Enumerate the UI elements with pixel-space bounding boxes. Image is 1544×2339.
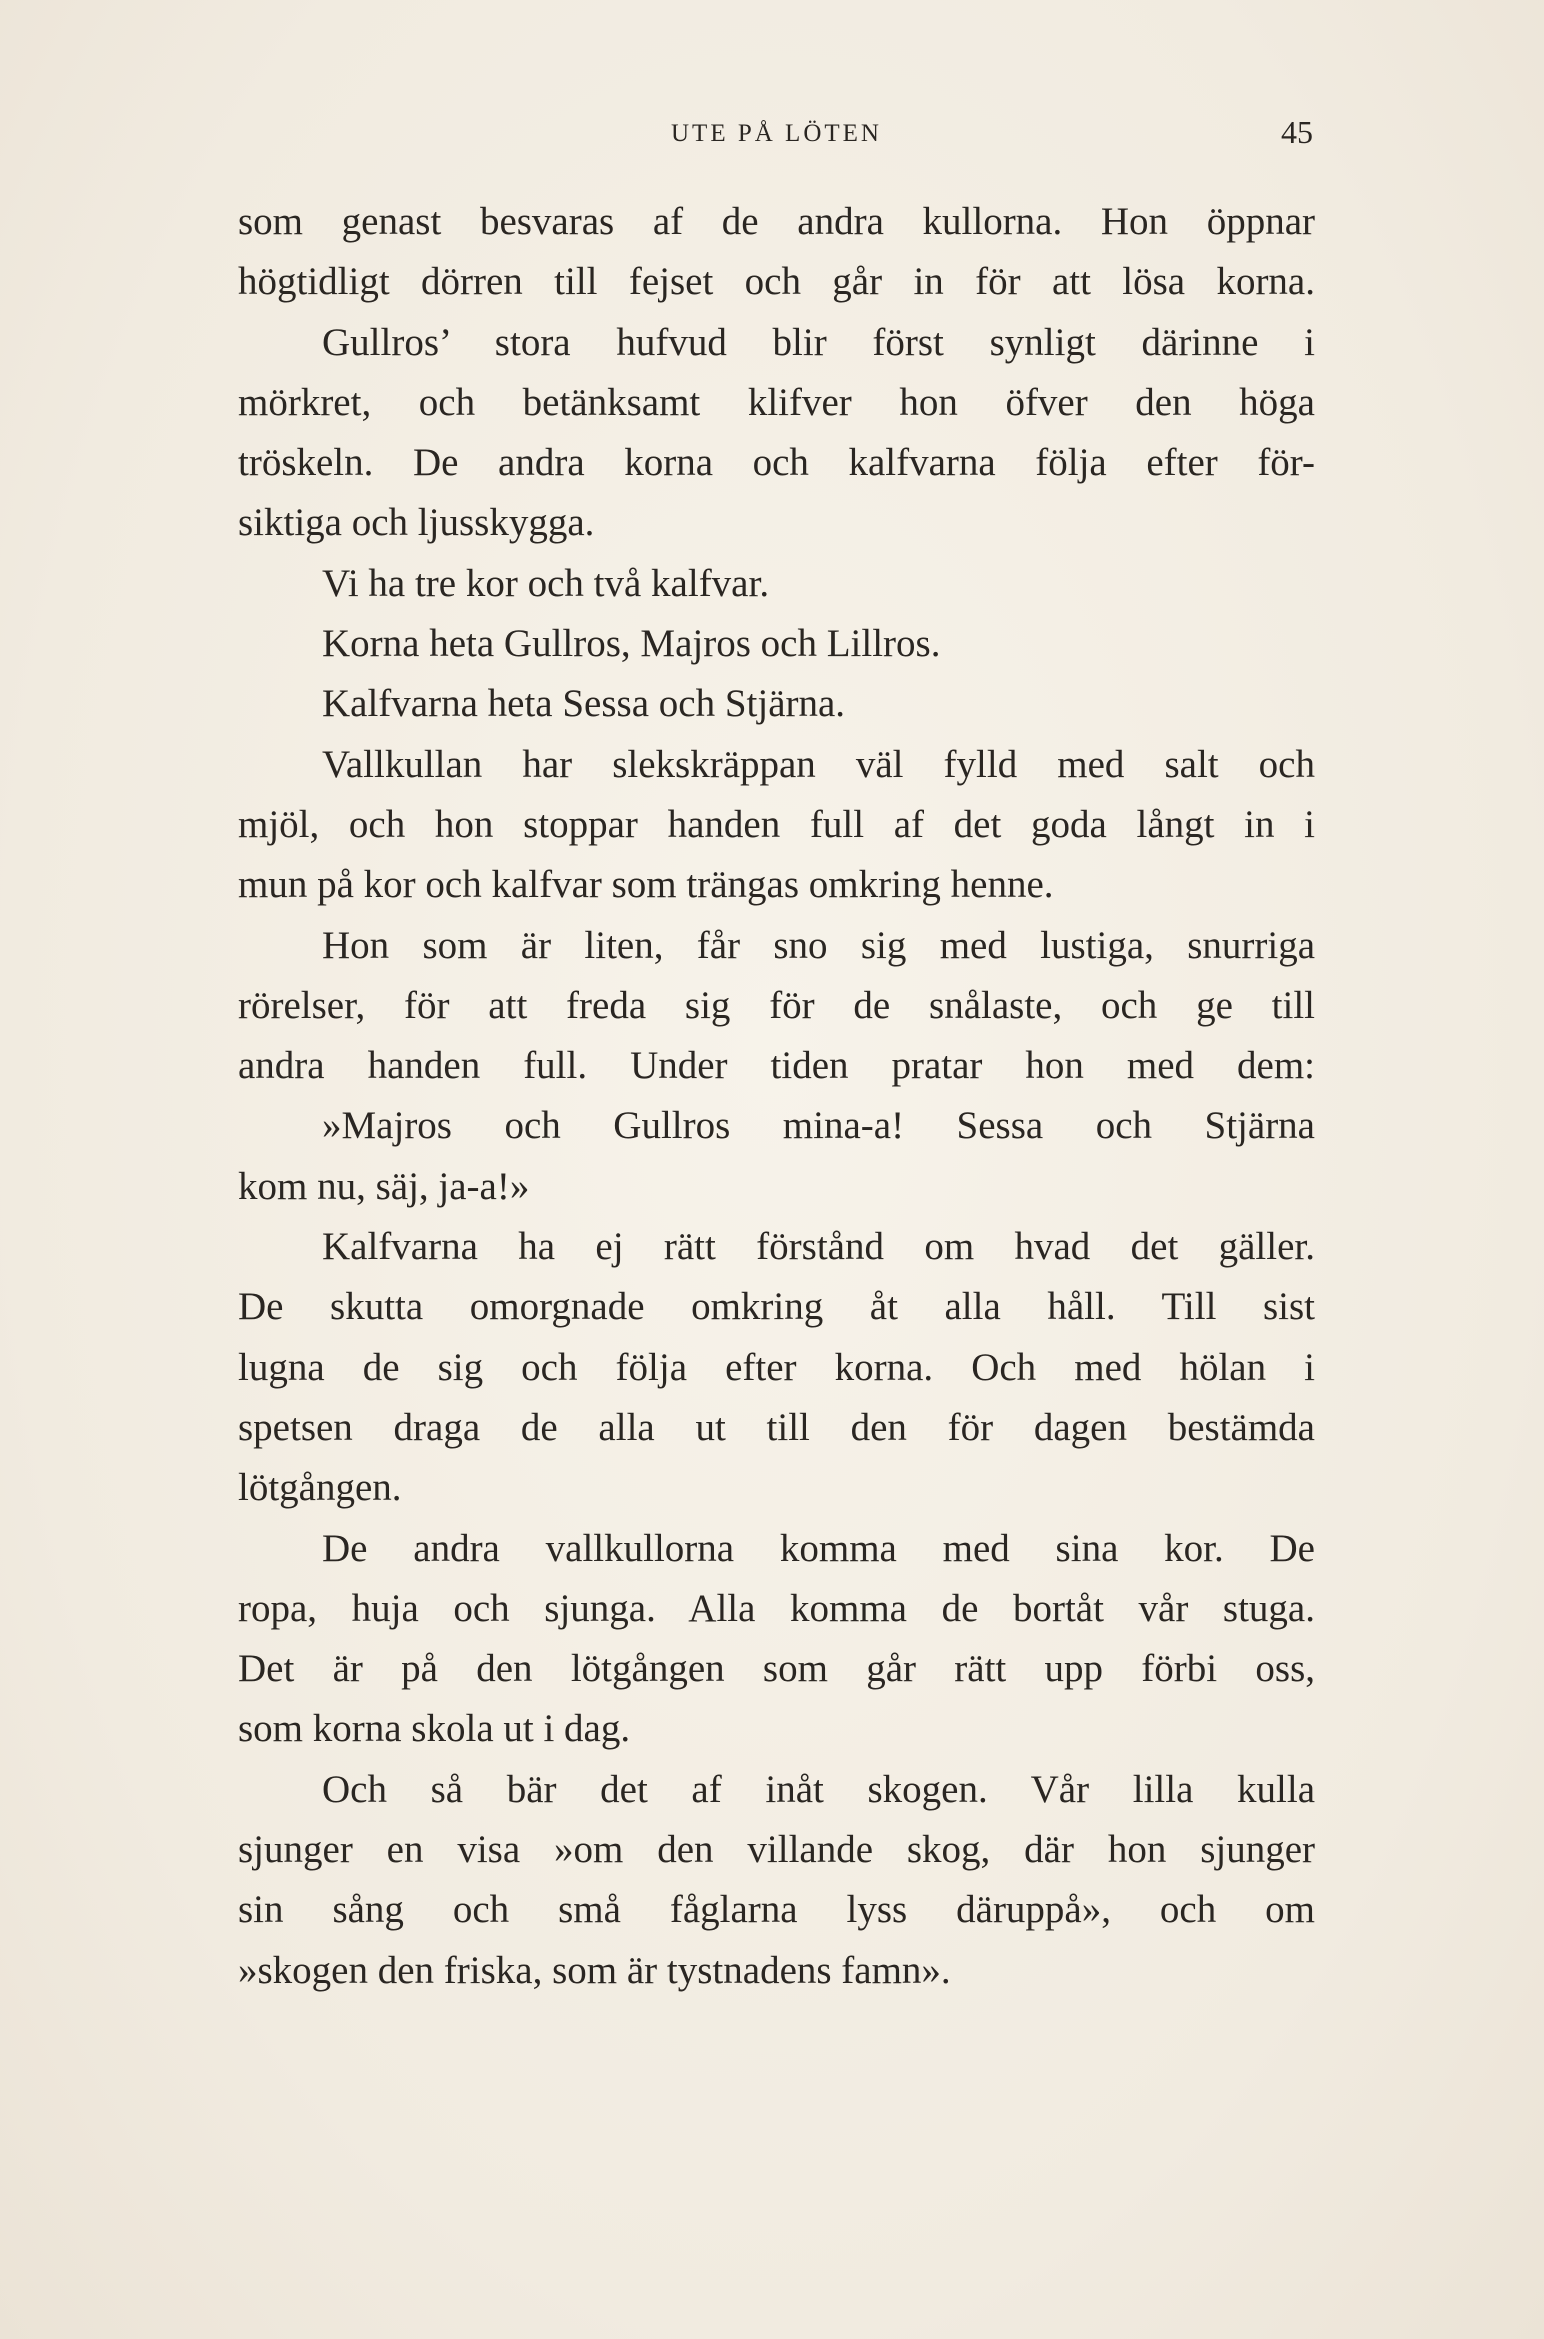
text-line: kom nu, säj, ja-a!» [238, 1164, 530, 1208]
text-line: siktiga och ljusskygga. [238, 501, 595, 545]
text-line: mjöl, och hon stoppar handen full af det goda långt in i [238, 802, 1315, 846]
text-line: »Majros och Gullros mina-a! Sessa och Stjärna [322, 1104, 1315, 1148]
text-line: sjunger en visa »om den villande skog, där hon sjunger [238, 1828, 1315, 1872]
text-line: Det är på den lötgången som går rätt upp förbi oss, [238, 1647, 1315, 1691]
running-title: UTE PÅ LÖTEN [671, 120, 882, 147]
text-line: tröskeln. De andra korna och kalfvarna följa efter för- [238, 441, 1315, 485]
text-line: De skutta omorgnade omkring åt alla håll. Till sist [238, 1285, 1315, 1329]
text-line: Kalfvarna heta Sessa och Stjärna. [322, 682, 846, 726]
text-line: högtidligt dörren till fejset och går in för att lösa korna. [238, 260, 1315, 304]
page-header [238, 112, 1315, 152]
text-line: Vi ha tre kor och två kalfvar. [322, 561, 770, 605]
text-line: Hon som är liten, får sno sig med lustiga, snurriga [322, 923, 1315, 967]
body-text [238, 192, 1315, 2001]
text-line: De andra vallkullorna komma med sina kor. De [322, 1526, 1315, 1570]
text-line: andra handen full. Under tiden pratar hon med dem: [238, 1044, 1315, 1088]
text-line: Vallkullan har slekskräppan väl fylld med salt och [322, 742, 1315, 786]
text-line: Och så bär det af inåt skogen. Vår lilla kulla [322, 1767, 1315, 1811]
text-line: spetsen draga de alla ut till den för dagen bestämda [238, 1405, 1315, 1449]
text-line: ropa, huja och sjunga. Alla komma de bortåt vår stuga. [238, 1586, 1315, 1630]
text-line: lugna de sig och följa efter korna. Och med hölan i [238, 1345, 1315, 1389]
text-line: som korna skola ut i dag. [238, 1707, 631, 1751]
text-line: lötgången. [238, 1466, 402, 1510]
page-number: 45 [1281, 114, 1313, 150]
text-line: mun på kor och kalfvar som trängas omkring henne. [238, 863, 1054, 907]
text-line: sin sång och små fåglarna lyss däruppå», och om [238, 1888, 1315, 1932]
text-line: Kalfvarna ha ej rätt förstånd om hvad det gäller. [322, 1225, 1315, 1269]
text-line: Gullros’ stora hufvud blir först synligt därinne i [322, 320, 1315, 364]
text-line: mörkret, och betänksamt klifver hon öfver den höga [238, 380, 1315, 424]
text-line: rörelser, för att freda sig för de snålaste, och ge till [238, 983, 1315, 1027]
text-line: som genast besvaras af de andra kullorna. Hon öppnar [238, 200, 1315, 243]
text-line: »skogen den friska, som är tystnadens famn». [238, 1948, 951, 1992]
text-line: Korna heta Gullros, Majros och Lillros. [322, 622, 941, 666]
